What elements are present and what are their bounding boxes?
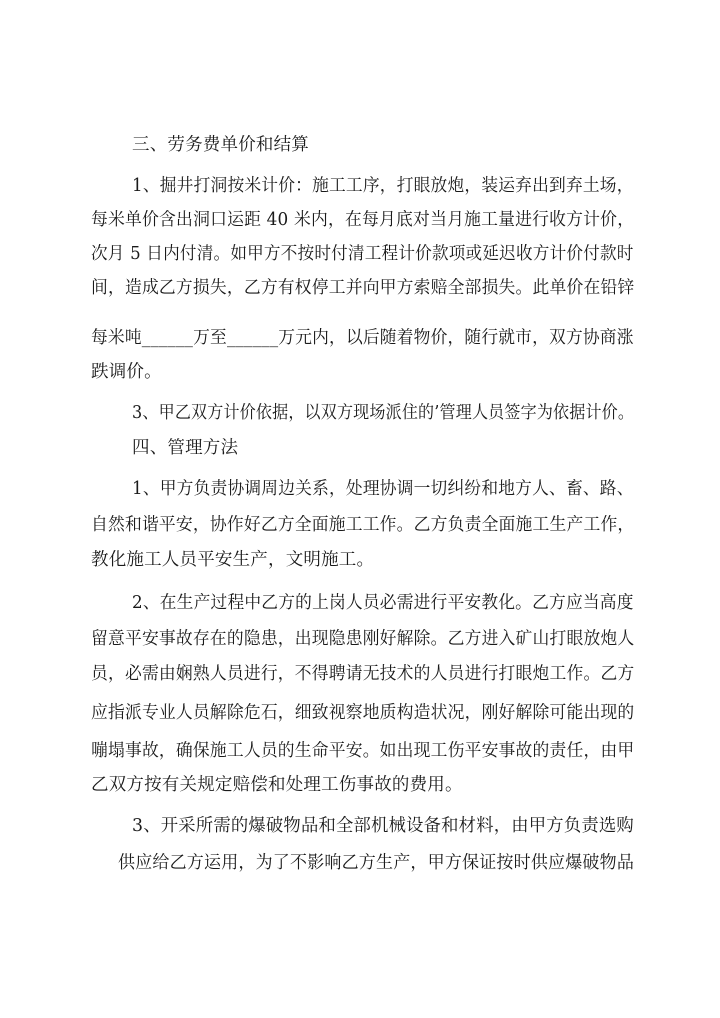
paragraph-line (0, 733, 720, 769)
paragraph-line (0, 395, 720, 431)
text-line: 间，造成乙方损失，乙方有权停工并向甲方索赔全部损失。此单价在铅锌 (91, 278, 635, 298)
text-line: 乙双方按有关规定赔偿和处理工伤事故的费用。 (91, 775, 463, 795)
paragraph-line (0, 471, 720, 507)
text-line: 1、甲方负责协调周边关系，处理协调一切纠纷和地方人、畜、路、 (132, 479, 634, 499)
section-heading (0, 127, 720, 163)
text-line: 三、劳务费单价和结算 (132, 135, 309, 155)
text-line: 2、在生产过程中乙方的上岗人员必需进行平安教化。乙方应当高度 (132, 593, 634, 613)
paragraph-line (0, 542, 720, 578)
text-line: 1、掘井打洞按米计价：施工工序，打眼放炮，装运弃出到弃土场， (132, 176, 634, 196)
paragraph-line (0, 507, 720, 543)
text-line: 每米单价含出洞口运距 40 米内，在每月底对当月施工量进行收方计价， (91, 210, 635, 230)
paragraph-line (0, 354, 720, 390)
text-line: 员，必需由娴熟人员进行，不得聘请无技术的人员进行打眼炮工作。乙方 (91, 664, 635, 684)
text-line: 留意平安事故存在的隐患，出现隐患刚好解除。乙方进入矿山打眼放炮人 (91, 629, 635, 649)
section-heading (0, 430, 720, 466)
text-line: 嘣塌事故，确保施工人员的生命平安。如出现工伤平安事故的责任，由甲 (91, 741, 635, 761)
paragraph-line (0, 695, 720, 731)
text-line: 自然和谐平安，协作好乙方全面施工工作。乙方负责全面施工生产工作， (91, 515, 635, 535)
paragraph-line (0, 320, 720, 356)
text-line: 跌调价。 (91, 362, 162, 382)
paragraph-line (0, 767, 720, 803)
paragraph-line (0, 236, 720, 272)
paragraph-line (0, 808, 720, 844)
text-line: 教化施工人员平安生产，文明施工。 (91, 550, 375, 570)
paragraph-line (0, 585, 720, 621)
paragraph-line (0, 845, 720, 881)
text-line: 应指派专业人员解除危石，细致视察地质构造状况，刚好解除可能出现的 (91, 703, 635, 723)
paragraph-line (0, 270, 720, 306)
text-line: 次月 5 日内付清。如甲方不按时付清工程计价款项或延迟收方计价付款时 (91, 244, 634, 264)
paragraph-line (0, 168, 720, 204)
text-line: 3、甲乙双方计价依据，以双方现场派住的’管理人员签字为依据计价。 (132, 403, 635, 423)
text-line: 3、开采所需的爆破物品和全部机械设备和材料，由甲方负责选购 (132, 816, 634, 836)
text-line: 四、管理方法 (132, 438, 239, 458)
paragraph-line (0, 202, 720, 238)
text-line: 供应给乙方运用，为了不影响乙方生产，甲方保证按时供应爆破物品 (118, 853, 635, 873)
paragraph-line (0, 656, 720, 692)
text-line: 每米吨______万至______万元内，以后随着物价，随行就市，双方协商涨 (91, 328, 634, 348)
paragraph-line (0, 621, 720, 657)
